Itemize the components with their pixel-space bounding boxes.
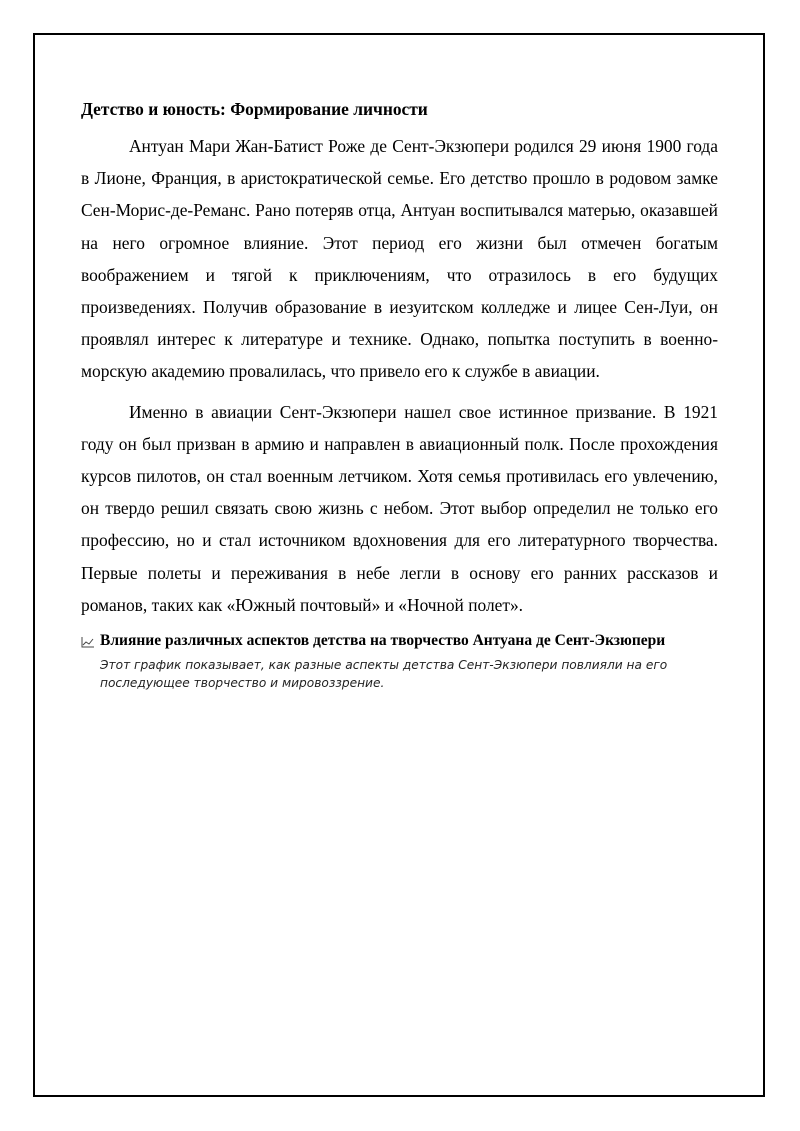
document-content <box>81 97 718 692</box>
chart-line-icon <box>81 635 95 647</box>
figure-title-row <box>81 631 718 651</box>
paragraph-aviation: Именно в авиации Сент-Экзюпери нашел свое истинное призвание. В 1921 году он был призван в армию и направлен в авиационный полк. После прохождения курсов пилотов, он стал военным летчиком. Хотя семья противилась его увлечению, он твердо решил связать свою жизнь с небом. Этот выбор определил не только его профессию, но и стал источником вдохновения для его литературного творчества. Первые полеты и переживания в небе легли в основу его ранних рассказов и романов, таких как «Южный почтовый» и «Ночной полет». <box>81 401 718 615</box>
paragraph-childhood: Антуан Мари Жан-Батист Роже де Сент-Экзюпери родился 29 июня 1900 года в Лионе, Франция, в аристократической семье. Его детство прошло в родовом замке Сен-Морис-де-Реманс. Рано потеряв отца, Антуан воспитывался матерью, оказавшей на него огромное влияние. Этот период его жизни был отмечен богатым воображением и тягой к приключениям, что отразилось в его будущих произведениях. Получив образование в иезуитском колледже и лицее Сен-Луи, он проявлял интерес к литературе и технике. Однако, попытка поступить в военно-морскую академию провалилась, что привело его к службе в авиации. <box>81 136 718 382</box>
figure-caption <box>81 631 718 692</box>
figure-title: Влияние различных аспектов детства на творчество Антуана де Сент-Экзюпери <box>100 632 666 650</box>
figure-description: Этот график показывает, как разные аспекты детства Сент-Экзюпери повлияли на его последующее творчество и мировоззрение. <box>100 658 668 691</box>
section-heading: Детство и юность: Формирование личности <box>81 99 428 119</box>
